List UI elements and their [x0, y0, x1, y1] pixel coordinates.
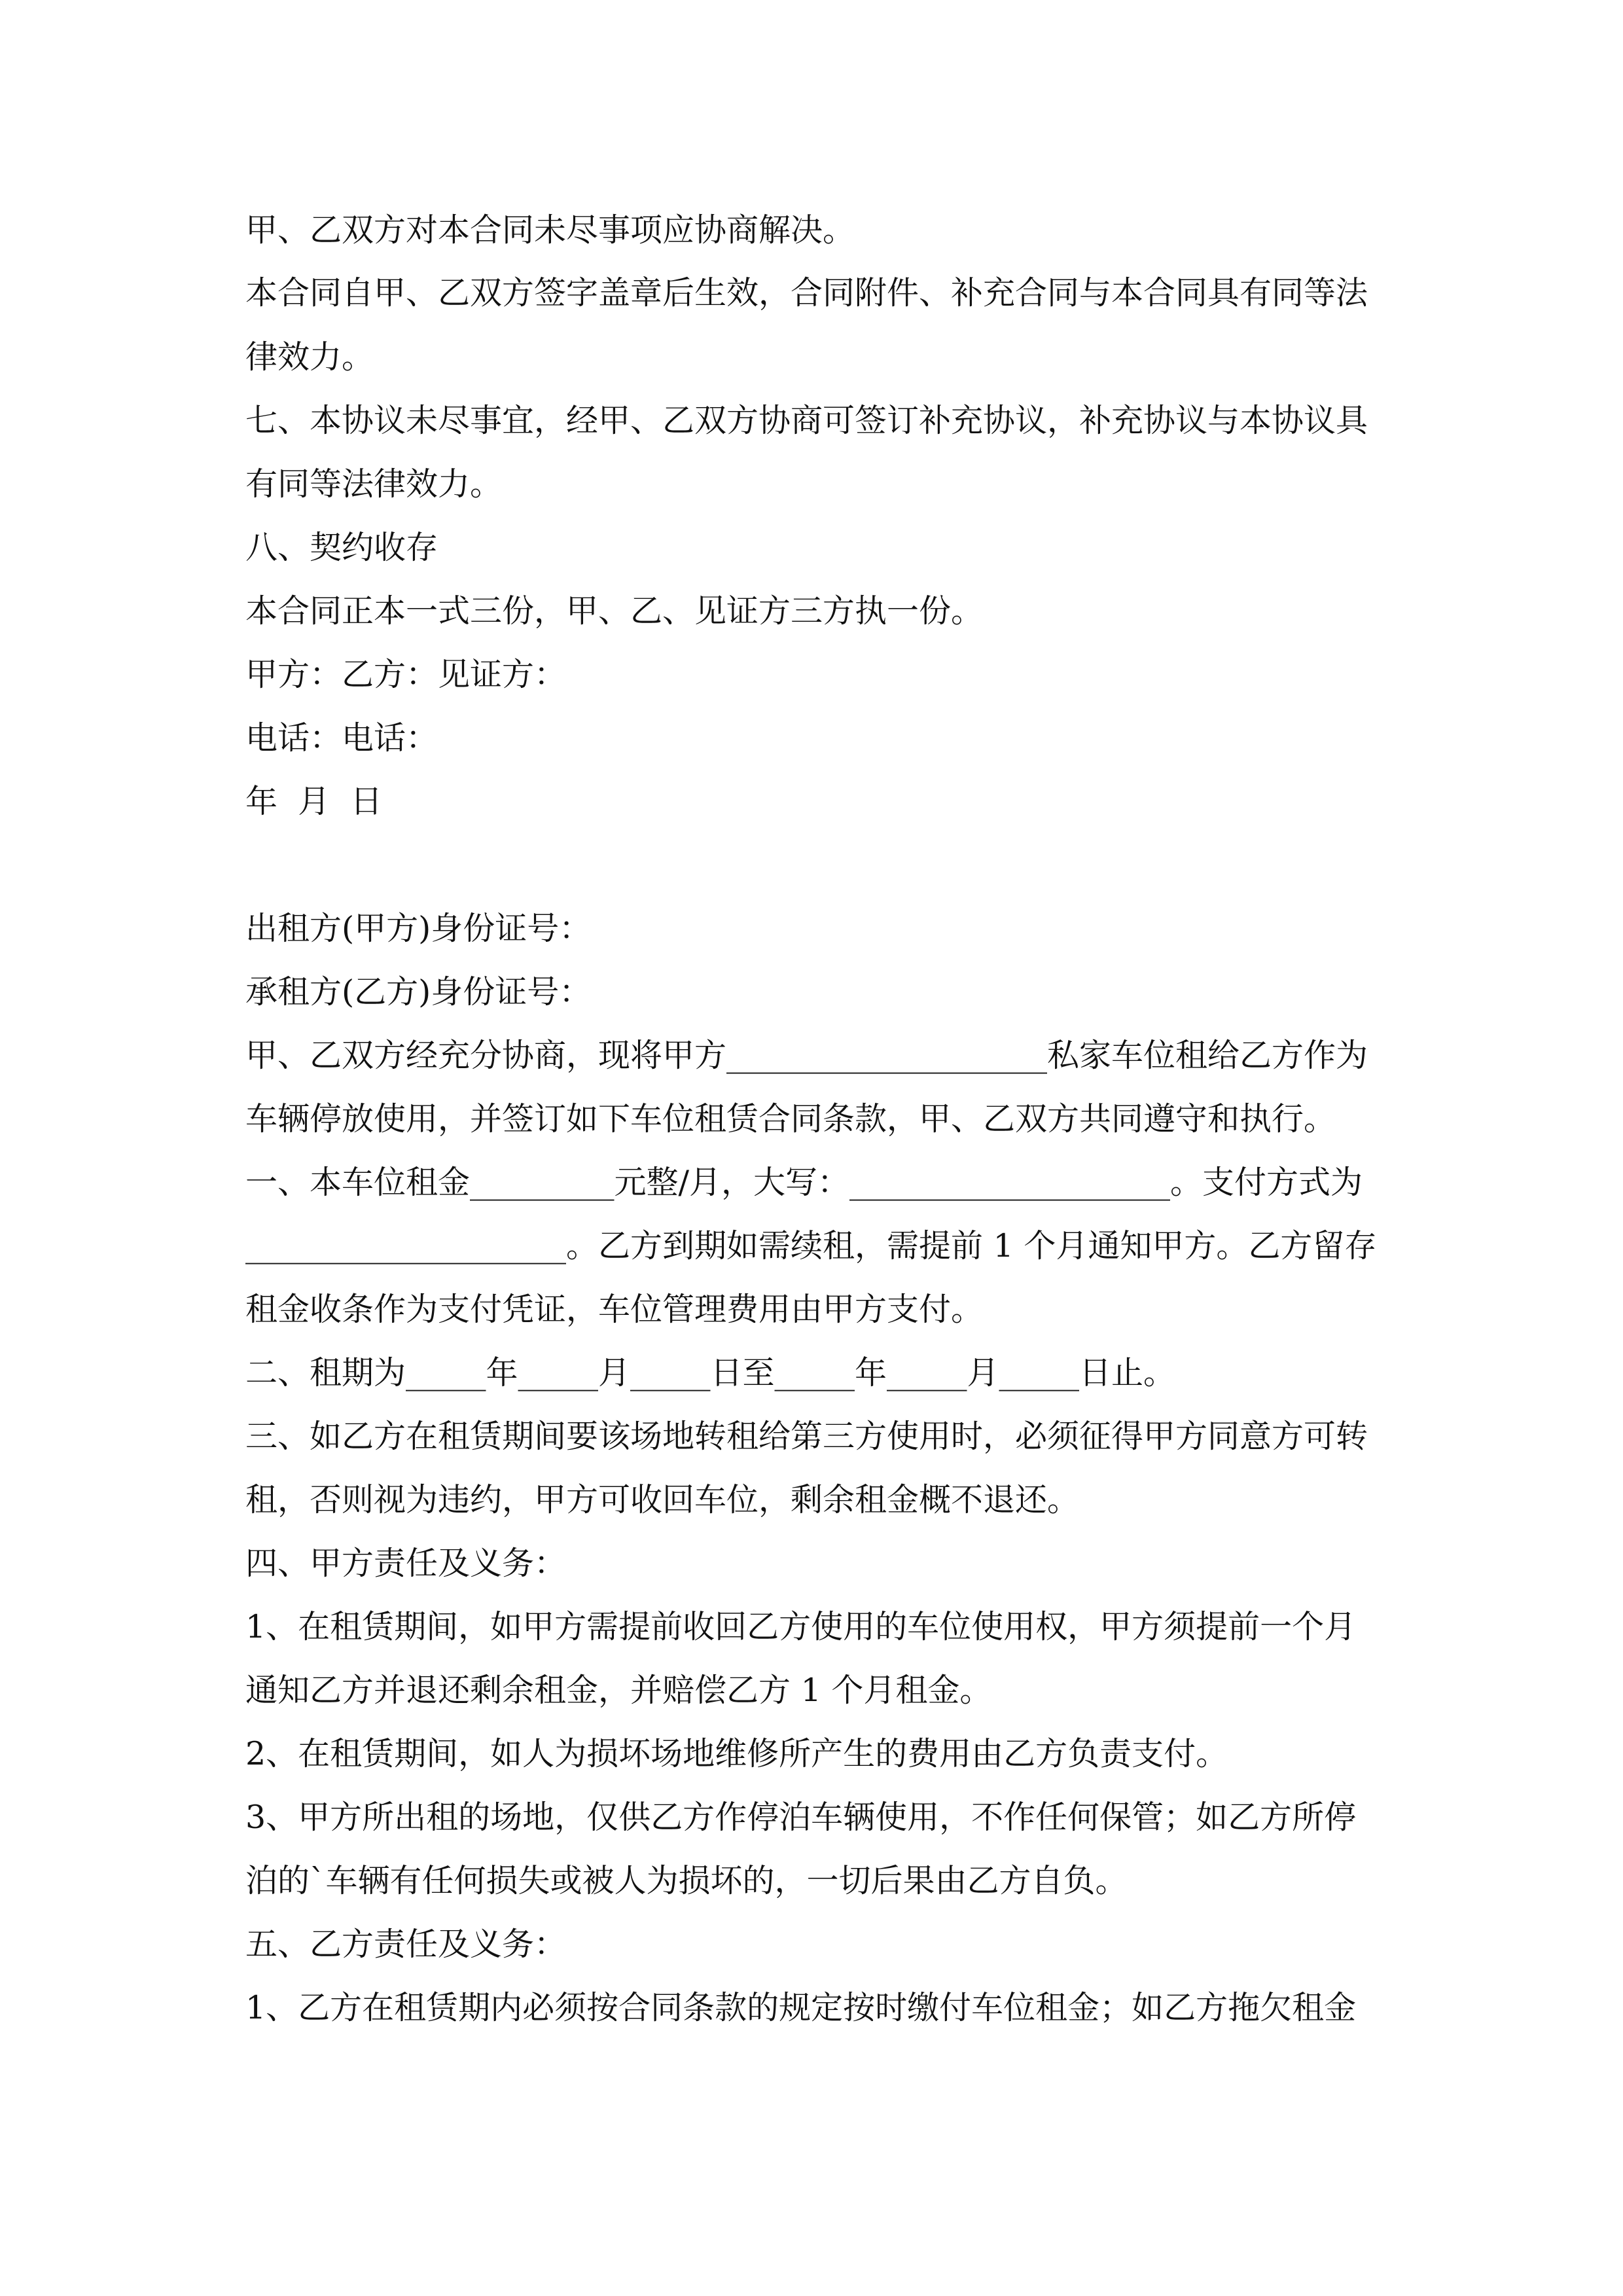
text-line: 五、乙方责任及义务：	[245, 1926, 567, 1963]
text-line: 一、本车位租金_________元整/月，大写：____________________。支付方式为	[245, 1164, 1363, 1201]
text-line: 律效力。	[245, 338, 374, 376]
text-line: 八、契约收存	[245, 529, 438, 566]
text-line: 有同等法律效力。	[245, 465, 503, 503]
text-line: 通知乙方并退还剩余租金，并赔偿乙方 1 个月租金。	[245, 1672, 992, 1709]
text-line: 本合同正本一式三份，甲、乙、见证方三方执一份。	[245, 592, 984, 630]
text-line: ____________________。乙方到期如需续租，需提前 1 个月通知甲方。乙方留存	[245, 1227, 1377, 1265]
text-line: 四、甲方责任及义务：	[245, 1545, 567, 1582]
text-line: 七、本协议未尽事宜，经甲、乙双方协商可签订补充协议，补充协议与本协议具	[245, 402, 1368, 439]
text-line: 车辆停放使用，并签订如下车位租赁合同条款，甲、乙双方共同遵守和执行。	[245, 1100, 1336, 1138]
text-line: 甲方：乙方：见证方：	[245, 656, 567, 693]
text-line: 二、租期为_____年_____月_____日至_____年_____月_____日止。	[245, 1354, 1176, 1391]
text-line: 租金收条作为支付凭证，车位管理费用由甲方支付。	[245, 1291, 984, 1328]
text-line: 电话：电话：	[245, 719, 438, 757]
text-line: 出租方(甲方)身份证号：	[245, 910, 592, 947]
text-line: 2、在租赁期间，如人为损坏场地维修所产生的费用由乙方负责支付。	[245, 1735, 1228, 1772]
text-line: 本合同自甲、乙双方签字盖章后生效，合同附件、补充合同与本合同具有同等法	[245, 274, 1368, 312]
text-line: 三、如乙方在租赁期间要该场地转租给第三方使用时，必须征得甲方同意方可转	[245, 1418, 1368, 1455]
text-line: 泊的`车辆有任何损失或被人为损坏的，一切后果由乙方自负。	[245, 1862, 1128, 1899]
text-line: 甲、乙双方经充分协商，现将甲方____________________私家车位租给乙方作为	[245, 1037, 1368, 1074]
text-line: 年 月 日	[245, 783, 383, 820]
text-line: 1、在租赁期间，如甲方需提前收回乙方使用的车位使用权，甲方须提前一个月	[245, 1608, 1357, 1645]
text-line: 承租方(乙方)身份证号：	[245, 973, 592, 1011]
text-line: 1、乙方在租赁期内必须按合同条款的规定按时缴付车位租金；如乙方拖欠租金	[245, 1989, 1357, 2026]
text-line: 租，否则视为违约，甲方可收回车位，剩余租金概不退还。	[245, 1481, 1080, 1518]
text-line: 甲、乙双方对本合同未尽事项应协商解决。	[245, 211, 855, 249]
text-line: 3、甲方所出租的场地，仅供乙方作停泊车辆使用，不作任何保管；如乙方所停	[245, 1799, 1357, 1836]
